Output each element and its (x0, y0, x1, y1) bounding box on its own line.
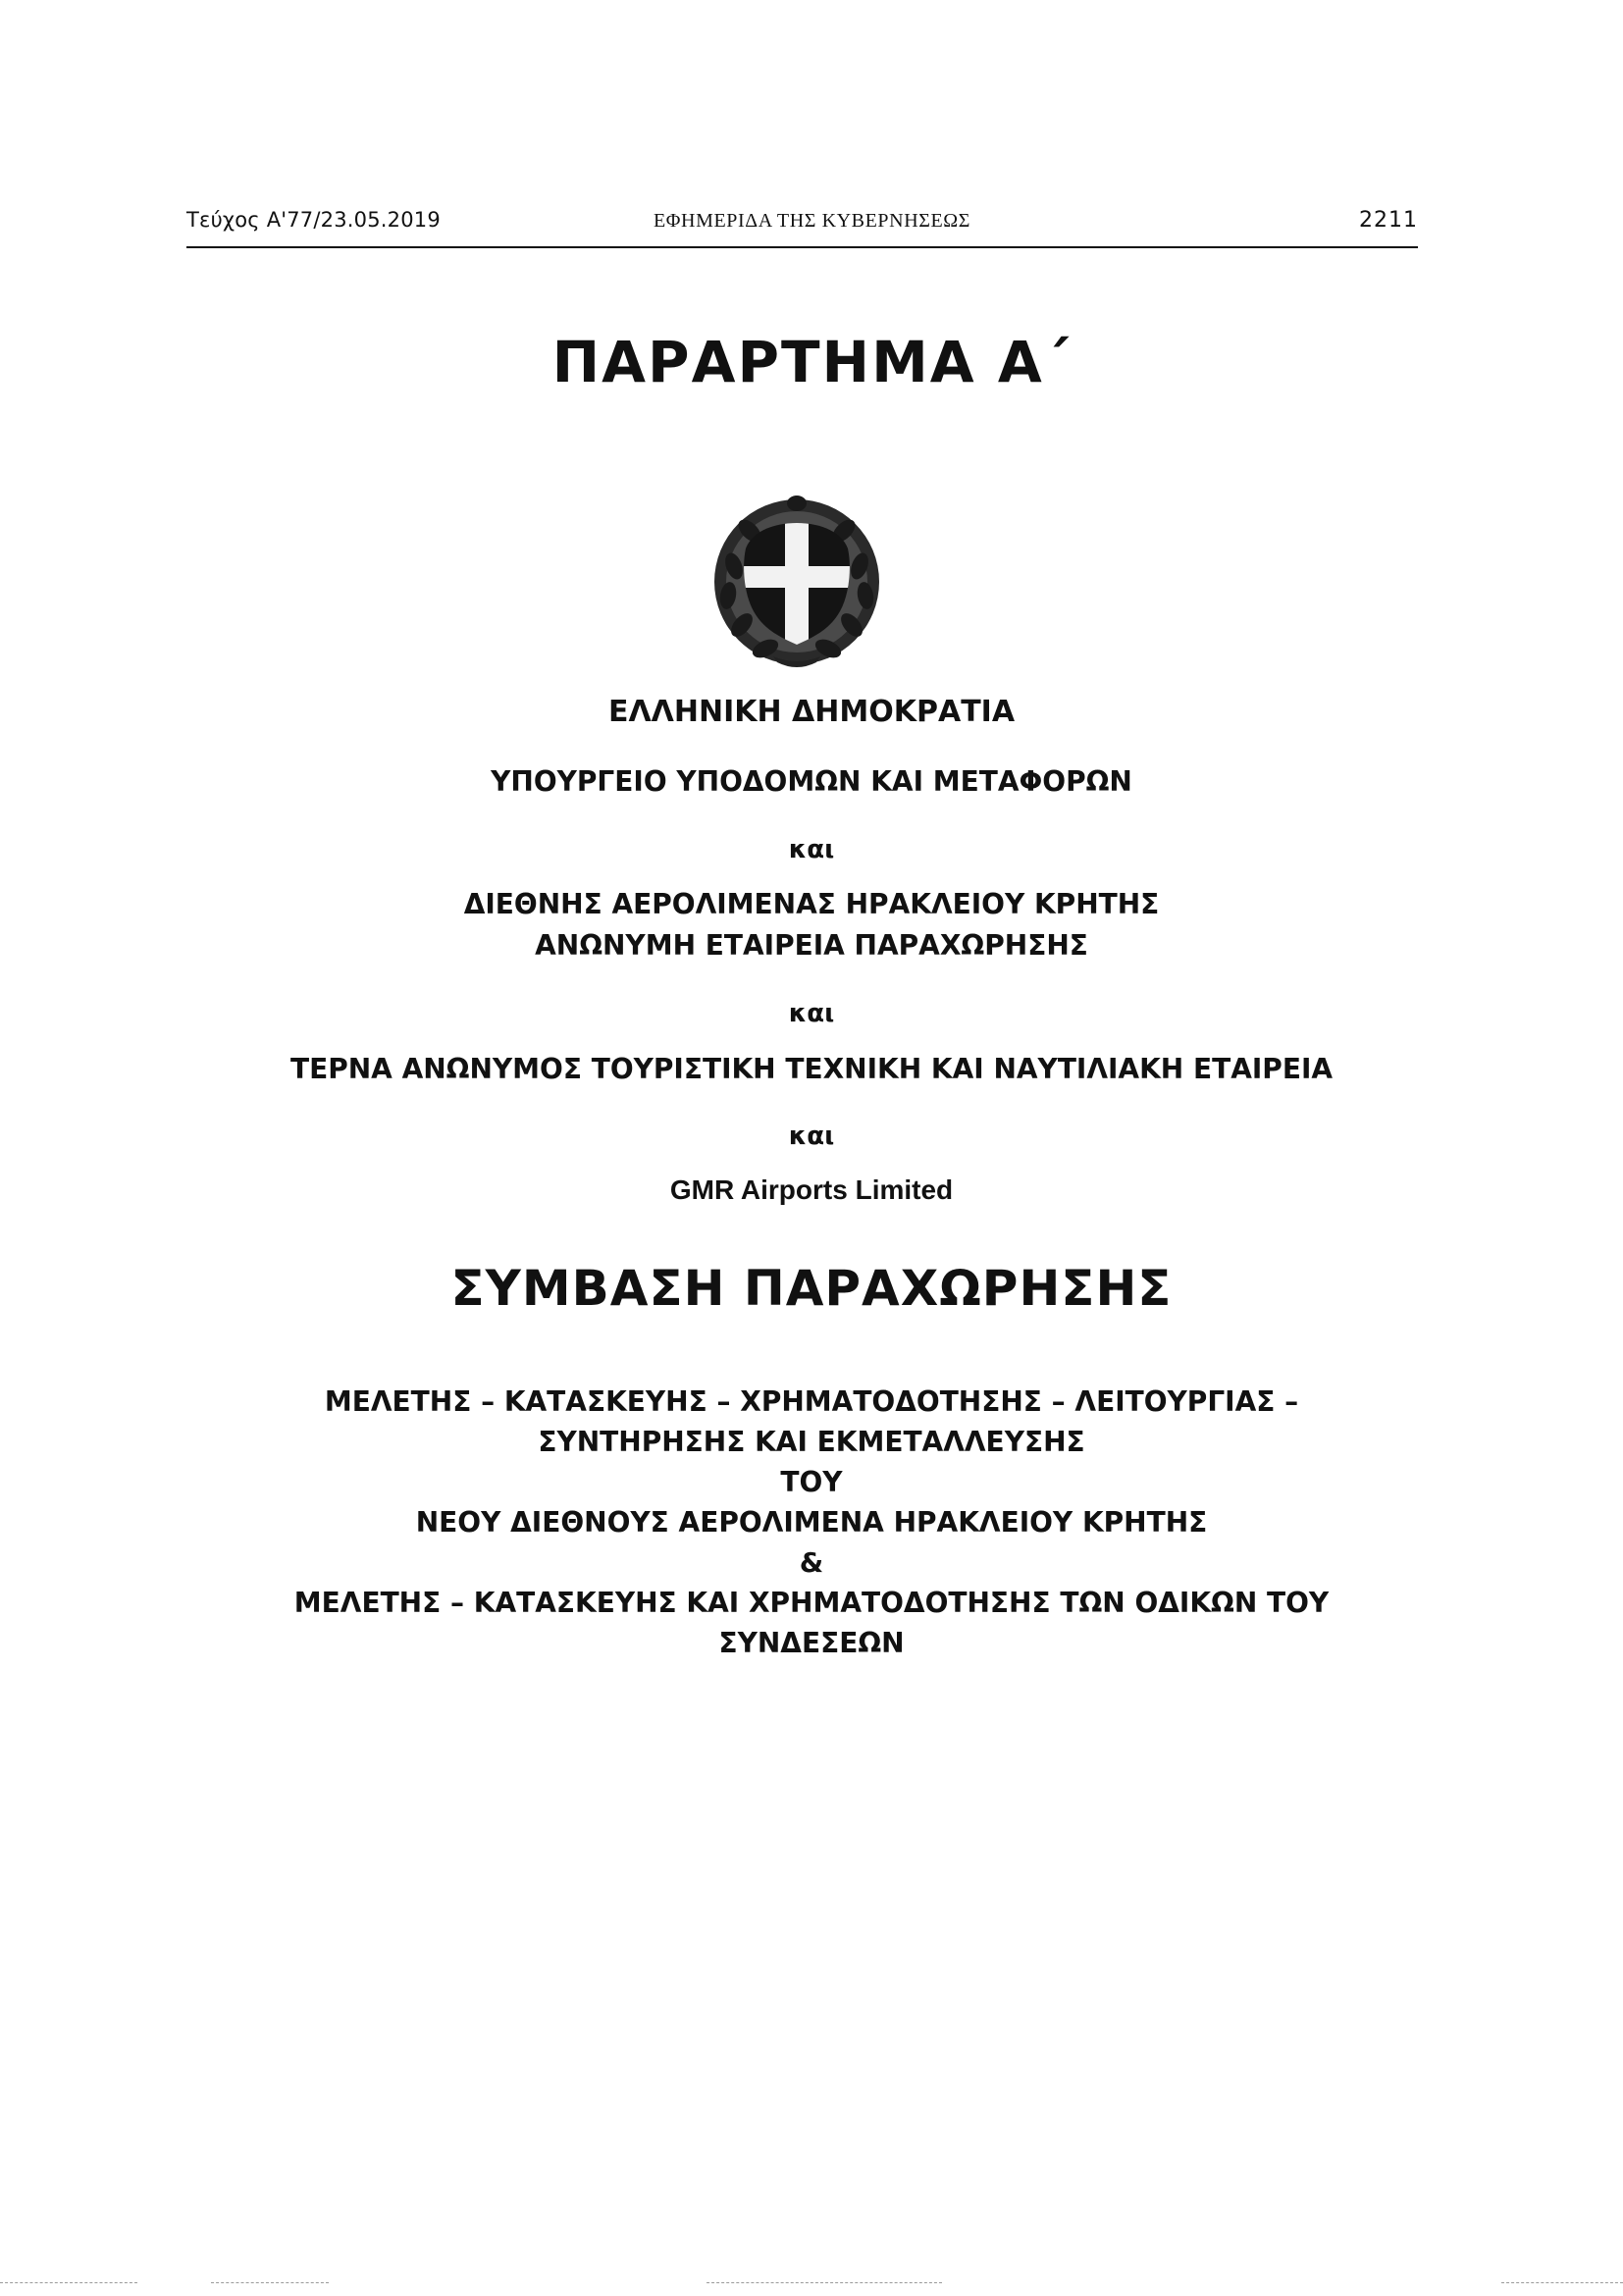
scan-artifact (0, 2282, 137, 2283)
airport-company-line1: ΔΙΕΘΝΗΣ ΑΕΡΟΛΙΜΕΝΑΣ ΗΡΑΚΛΕΙΟΥ ΚΡΗΤΗΣ (463, 888, 1160, 920)
description-line: ΜΕΛΕΤΗΣ – ΚΑΤΑΣΚΕΥΗΣ – ΧΡΗΜΑΤΟΔΟΤΗΣΗΣ – ΛΕΙΤΟΥΡΓΙΑΣ – (324, 1385, 1299, 1418)
page-number: 2211 (1359, 208, 1418, 233)
ministry-name: ΥΠΟΥΡΓΕΙΟ ΥΠΟΔΟΜΩΝ ΚΑΙ ΜΕΤΑΦΟΡΩΝ (491, 765, 1132, 798)
contract-description (0, 1382, 1623, 1663)
running-header (186, 208, 1418, 247)
description-line: ΤΟΥ (780, 1466, 843, 1498)
description-line: ΜΕΛΕΤΗΣ – ΚΑΤΑΣΚΕΥΗΣ ΚΑΙ ΧΡΗΜΑΤΟΔΟΤΗΣΗΣ ΤΩΝ ΟΔΙΚΩΝ ΤΟΥ (293, 1587, 1330, 1619)
airport-company-line2: ΑΝΩΝΥΜΗ ΕΤΑΙΡΕΙΑ ΠΑΡΑΧΩΡΗΣΗΣ (535, 929, 1088, 962)
scan-artifact (707, 2282, 942, 2283)
republic-name: ΕΛΛΗΝΙΚΗ ΔΗΜΟΚΡΑΤΙΑ (607, 695, 1016, 729)
gmr-company: GMR Airports Limited (669, 1174, 954, 1205)
greek-state-emblem-icon (705, 488, 889, 672)
issue-reference: Τεύχος Α'77/23.05.2019 (186, 208, 441, 232)
description-line: ΝΕΟΥ ΔΙΕΘΝΟΥΣ ΑΕΡΟΛΙΜΕΝΑ ΗΡΑΚΛΕΙΟΥ ΚΡΗΤΗΣ (415, 1506, 1208, 1539)
conjunction-and: και (788, 835, 835, 864)
conjunction-and: και (788, 999, 835, 1028)
terna-company: ΤΕΡΝΑ ΑΝΩΝΥΜΟΣ ΤΟΥΡΙΣΤΙΚΗ ΤΕΧΝΙΚΗ ΚΑΙ ΝΑΥΤΙΛΙΑΚΗ ΕΤΑΙΡΕΙΑ (289, 1053, 1334, 1085)
conjunction-and: και (788, 1122, 835, 1151)
scan-artifact (1501, 2282, 1623, 2283)
description-line: ΣΥΝΤΗΡΗΣΗΣ ΚΑΙ ΕΚΜΕΤΑΛΛΕΥΣΗΣ (538, 1426, 1085, 1458)
scan-artifact (211, 2282, 329, 2283)
header-rule (186, 246, 1418, 248)
contract-title: ΣΥΜΒΑΣΗ ΠΑΡΑΧΩΡΗΣΗΣ (450, 1260, 1173, 1317)
gazette-title: ΕΦΗΜΕΡΙΔΑ ΤΗΣ ΚΥΒΕΡΝΗΣΕΩΣ (653, 210, 971, 232)
annex-title: ΠΑΡΑΡΤΗΜΑ Α΄ (551, 329, 1072, 395)
description-line: & (799, 1546, 824, 1579)
description-line: ΣΥΝΔΕΣΕΩΝ (718, 1627, 905, 1659)
